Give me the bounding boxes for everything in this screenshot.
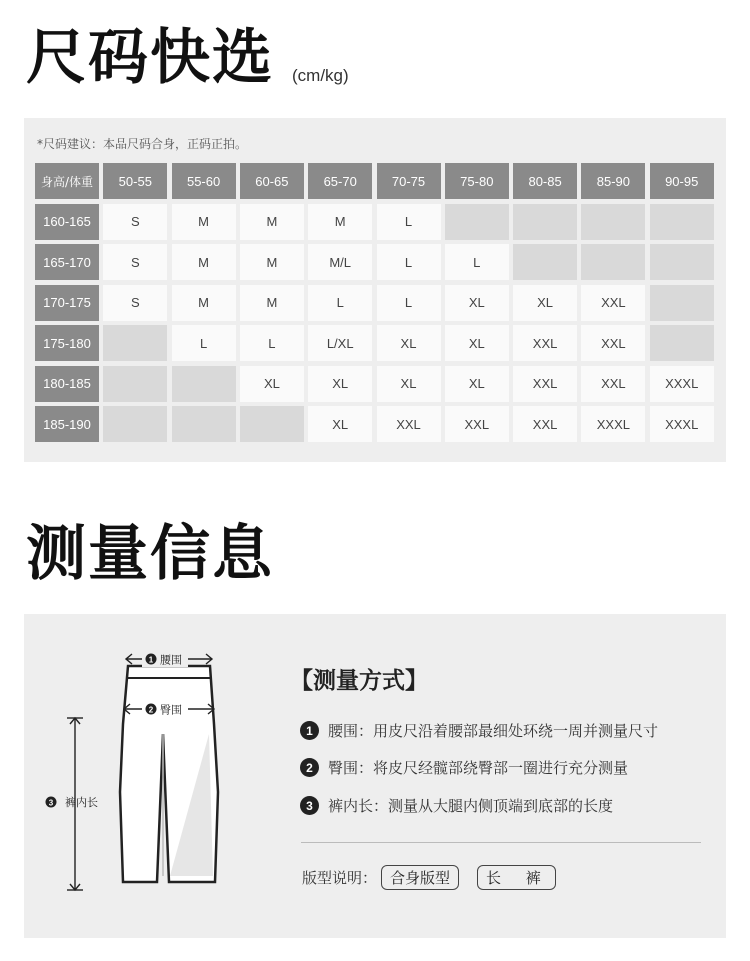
size-cell: XXXL xyxy=(581,406,645,442)
size-cell: L xyxy=(377,285,441,321)
hip-label: 臀围 xyxy=(160,703,182,717)
size-cell: L xyxy=(377,204,441,240)
size-cell: M xyxy=(172,204,236,240)
empty-cell xyxy=(172,406,236,442)
size-cell: M xyxy=(240,244,304,280)
size-cell: XXL xyxy=(581,366,645,402)
method-text-3: 裤内长：测量从大腿内侧顶端到底部的长度 xyxy=(328,797,614,815)
number-3-icon: 3 xyxy=(300,796,319,815)
size-cell: M xyxy=(308,204,372,240)
size-cell: XXL xyxy=(513,366,577,402)
empty-cell xyxy=(103,406,167,442)
size-cell: XXXL xyxy=(650,366,714,402)
empty-cell xyxy=(240,406,304,442)
weight-header: 60-65 xyxy=(240,163,304,199)
empty-cell xyxy=(581,204,645,240)
weight-header: 80-85 xyxy=(513,163,577,199)
method-text-1: 腰围：用皮尺沿着腰部最细处环绕一周并测量尺寸 xyxy=(328,722,659,740)
fit-label: 版型说明： xyxy=(302,869,378,887)
pants-diagram xyxy=(24,614,284,938)
method-line-3 xyxy=(300,795,613,816)
size-cell: XL xyxy=(308,406,372,442)
size-cell: XXXL xyxy=(650,406,714,442)
measure-title: 测量信息 xyxy=(26,519,274,589)
size-chart-title: 尺码快选 xyxy=(26,23,274,93)
size-cell: XL xyxy=(377,366,441,402)
empty-cell xyxy=(513,204,577,240)
size-cell: XXL xyxy=(513,406,577,442)
size-cell: M xyxy=(240,204,304,240)
size-cell: S xyxy=(103,285,167,321)
size-cell: XL xyxy=(240,366,304,402)
size-cell: S xyxy=(103,204,167,240)
size-cell: XXL xyxy=(377,406,441,442)
inseam-number: 3 xyxy=(48,798,54,808)
size-cell: XL xyxy=(445,285,509,321)
size-cell: L xyxy=(172,325,236,361)
empty-cell xyxy=(103,366,167,402)
empty-cell xyxy=(172,366,236,402)
height-header: 160-165 xyxy=(35,204,99,240)
unit-label: (cm/kg) xyxy=(292,66,349,85)
size-cell: XL xyxy=(513,285,577,321)
method-text-2: 臀围：将皮尺经髋部绕臀部一圈进行充分测量 xyxy=(328,759,629,777)
empty-cell xyxy=(581,244,645,280)
size-cell: L xyxy=(240,325,304,361)
method-line-2 xyxy=(300,757,628,778)
weight-header: 75-80 xyxy=(445,163,509,199)
size-cell: XXL xyxy=(513,325,577,361)
number-1-icon: 1 xyxy=(300,721,319,740)
weight-header: 85-90 xyxy=(581,163,645,199)
empty-cell xyxy=(650,244,714,280)
table-corner-header: 身高/体重 xyxy=(35,163,99,199)
empty-cell xyxy=(445,204,509,240)
weight-header: 90-95 xyxy=(650,163,714,199)
size-cell: M/L xyxy=(308,244,372,280)
size-cell: XXL xyxy=(581,285,645,321)
height-header: 185-190 xyxy=(35,406,99,442)
empty-cell xyxy=(650,325,714,361)
height-header: 180-185 xyxy=(35,366,99,402)
hip-number: 2 xyxy=(148,705,154,715)
size-cell: XL xyxy=(377,325,441,361)
size-cell: XL xyxy=(308,366,372,402)
height-header: 175-180 xyxy=(35,325,99,361)
size-cell: M xyxy=(240,285,304,321)
empty-cell xyxy=(513,244,577,280)
height-header: 165-170 xyxy=(35,244,99,280)
size-cell: L xyxy=(445,244,509,280)
number-2-icon: 2 xyxy=(300,758,319,777)
divider xyxy=(301,842,701,843)
waist-number: 1 xyxy=(148,655,154,665)
size-cell: M xyxy=(172,244,236,280)
size-cell: L/XL xyxy=(308,325,372,361)
weight-header: 55-60 xyxy=(172,163,236,199)
size-cell: XXL xyxy=(581,325,645,361)
size-cell: S xyxy=(103,244,167,280)
weight-header: 65-70 xyxy=(308,163,372,199)
empty-cell xyxy=(103,325,167,361)
size-cell: XL xyxy=(445,366,509,402)
size-cell: L xyxy=(308,285,372,321)
fit-tag-fitted: 合身版型 xyxy=(381,865,459,890)
empty-cell xyxy=(650,285,714,321)
size-cell: L xyxy=(377,244,441,280)
size-note: *尺码建议：本品尺码合身，正码正拍。 xyxy=(37,137,248,151)
fit-info xyxy=(302,865,556,890)
size-cell: XXL xyxy=(445,406,509,442)
weight-header: 50-55 xyxy=(103,163,167,199)
measure-panel xyxy=(24,614,726,938)
size-cell: M xyxy=(172,285,236,321)
method-line-1 xyxy=(300,720,658,741)
height-header: 170-175 xyxy=(35,285,99,321)
weight-header: 70-75 xyxy=(377,163,441,199)
waist-label: 腰围 xyxy=(160,653,182,667)
method-title: 【测量方式】 xyxy=(290,668,428,694)
inseam-label: 裤内长 xyxy=(65,796,98,809)
fit-tag-long-pants: 长 裤 xyxy=(477,865,556,890)
size-cell: XL xyxy=(445,325,509,361)
empty-cell xyxy=(650,204,714,240)
size-chart-panel xyxy=(24,118,726,462)
